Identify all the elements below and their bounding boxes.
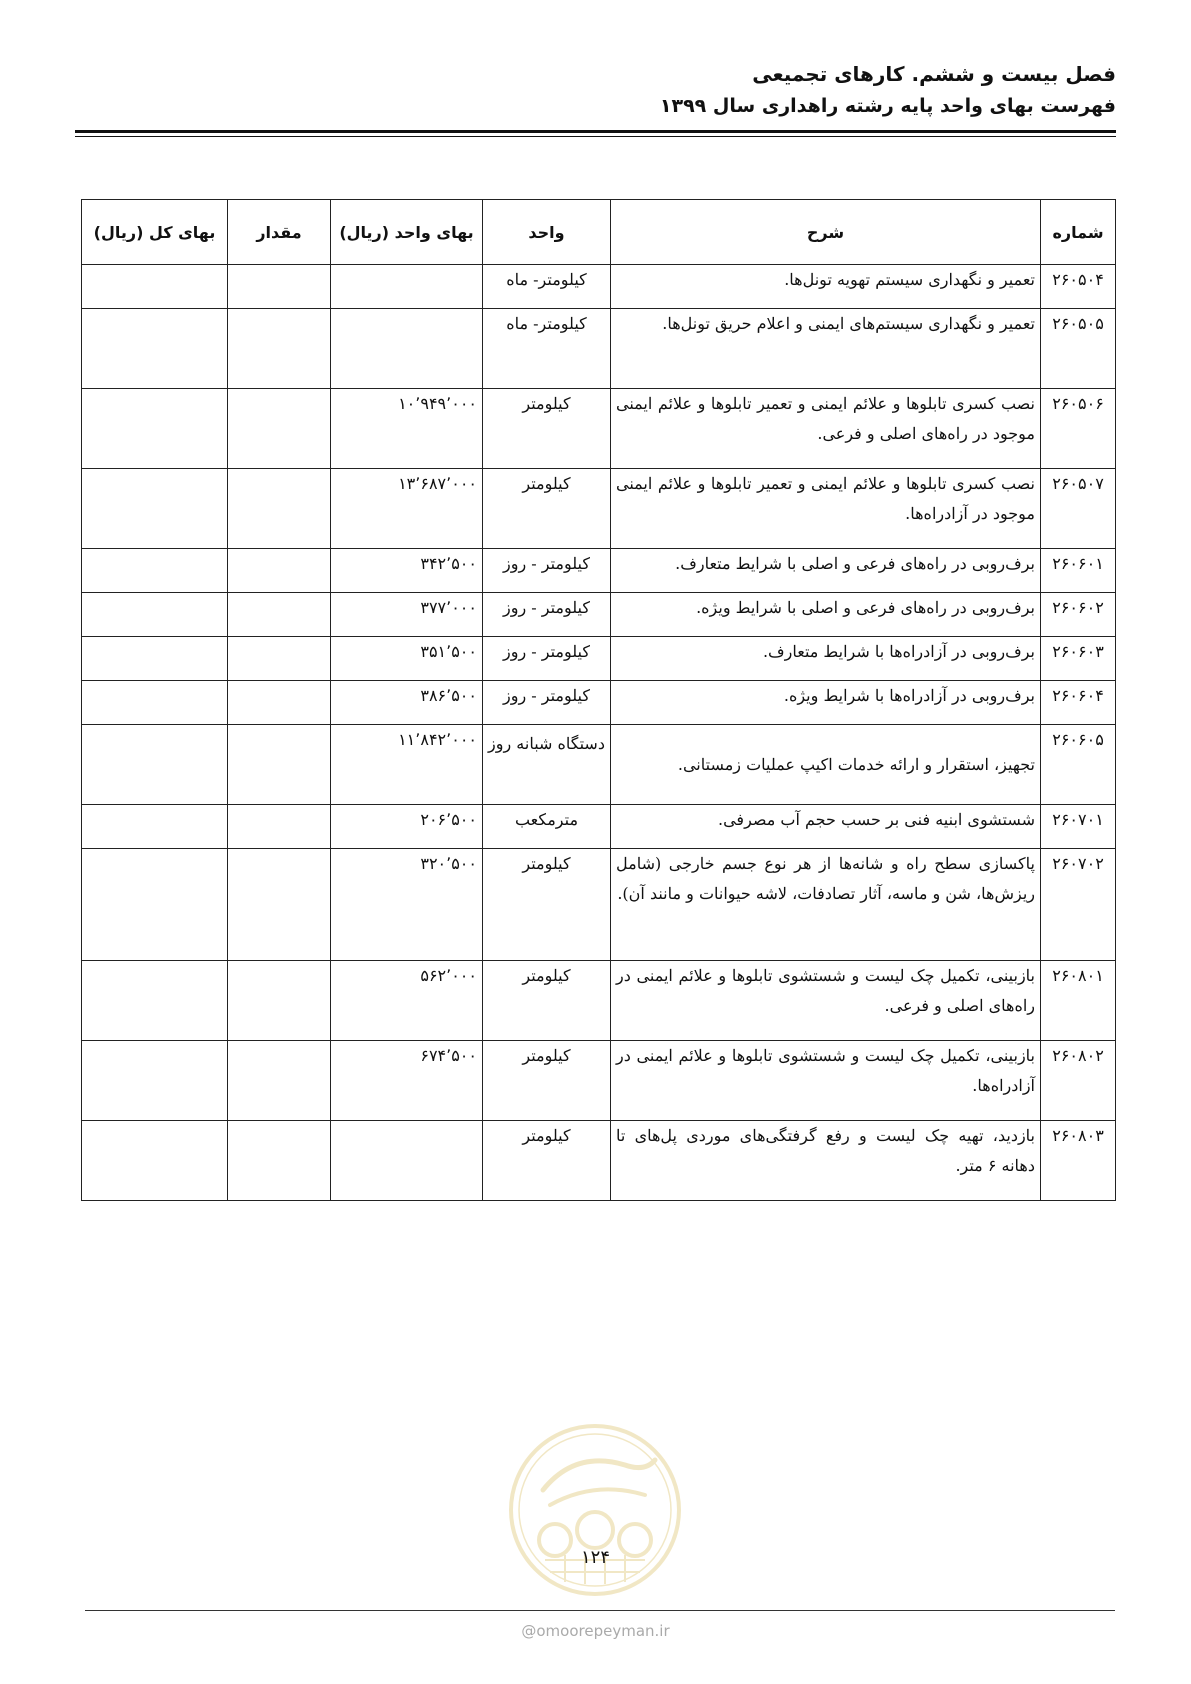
row-description: نصب کسری تابلوها و علائم ایمنی و تعمیر تابلوها و علائم ایمنی موجود در آزادراه‌ها. (611, 469, 1041, 549)
price-table (81, 199, 1116, 1201)
row-description: بازبینی، تکمیل چک لیست و شستشوی تابلوها و علائم ایمنی در راه‌های اصلی و فرعی. (611, 961, 1041, 1041)
row-unit-price: ۱۰٬۹۴۹٬۰۰۰ (331, 389, 483, 469)
row-unit: کیلومتر (483, 469, 611, 549)
row-quantity (228, 389, 331, 469)
table-row (82, 549, 1116, 593)
row-unit: کیلومتر (483, 961, 611, 1041)
row-unit-price: ۲۰۶٬۵۰۰ (331, 805, 483, 849)
row-description: برف‌روبی در راه‌های فرعی و اصلی با شرایط متعارف. (611, 549, 1041, 593)
row-unit: کیلومتر - روز (483, 593, 611, 637)
row-description: برف‌روبی در آزادراه‌ها با شرایط متعارف. (611, 637, 1041, 681)
row-unit: کیلومتر - روز (483, 549, 611, 593)
header-total-price: بهای کل (ریال) (82, 200, 228, 265)
row-quantity (228, 549, 331, 593)
row-quantity (228, 593, 331, 637)
row-description: بازدید، تهیه چک لیست و رفع گرفتگی‌های موردی پل‌های تا دهانه ۶ متر. (611, 1121, 1041, 1201)
row-unit-price: ۳۲۰٬۵۰۰ (331, 849, 483, 961)
row-number: ۲۶۰۵۰۶ (1041, 389, 1116, 469)
row-unit: دستگاه شبانه روز (483, 725, 611, 805)
row-unit-price: ۳۸۶٬۵۰۰ (331, 681, 483, 725)
page-header (76, 58, 1116, 122)
row-unit: کیلومتر- ماه (483, 309, 611, 389)
header-unit: واحد (483, 200, 611, 265)
footer-site: @omoorepeyman.ir (521, 1622, 670, 1640)
row-unit-price: ۱۱٬۸۴۲٬۰۰۰ (331, 725, 483, 805)
table-header-row (82, 200, 1116, 265)
header-number: شماره (1041, 200, 1116, 265)
row-description: تعمیر و نگهداری سیستم تهویه تونل‌ها. (611, 265, 1041, 309)
row-total-price (82, 637, 228, 681)
row-number: ۲۶۰۵۰۵ (1041, 309, 1116, 389)
row-total-price (82, 725, 228, 805)
row-unit-price (331, 265, 483, 309)
row-unit: کیلومتر - روز (483, 637, 611, 681)
row-quantity (228, 1121, 331, 1201)
row-quantity (228, 469, 331, 549)
row-total-price (82, 1121, 228, 1201)
row-number: ۲۶۰۶۰۳ (1041, 637, 1116, 681)
row-description: نصب کسری تابلوها و علائم ایمنی و تعمیر تابلوها و علائم ایمنی موجود در راه‌های اصلی و فرعی. (611, 389, 1041, 469)
header-rule-thin (75, 136, 1116, 137)
row-quantity (228, 309, 331, 389)
row-quantity (228, 725, 331, 805)
table-row (82, 725, 1116, 805)
row-description: شستشوی ابنیه فنی بر حسب حجم آب مصرفی. (611, 805, 1041, 849)
row-total-price (82, 389, 228, 469)
table-row (82, 469, 1116, 549)
row-unit-price: ۳۵۱٬۵۰۰ (331, 637, 483, 681)
table-row (82, 961, 1116, 1041)
row-number: ۲۶۰۶۰۴ (1041, 681, 1116, 725)
row-quantity (228, 805, 331, 849)
row-description: برف‌روبی در راه‌های فرعی و اصلی با شرایط ویژه. (611, 593, 1041, 637)
row-unit: کیلومتر- ماه (483, 265, 611, 309)
row-total-price (82, 681, 228, 725)
row-description: بازبینی، تکمیل چک لیست و شستشوی تابلوها و علائم ایمنی در آزادراه‌ها. (611, 1041, 1041, 1121)
table-row (82, 1041, 1116, 1121)
row-unit-price: ۶۷۴٬۵۰۰ (331, 1041, 483, 1121)
row-total-price (82, 805, 228, 849)
row-unit: کیلومتر (483, 849, 611, 961)
row-description: برف‌روبی در آزادراه‌ها با شرایط ویژه. (611, 681, 1041, 725)
row-unit: کیلومتر - روز (483, 681, 611, 725)
row-quantity (228, 1041, 331, 1121)
row-total-price (82, 593, 228, 637)
row-number: ۲۶۰۵۰۴ (1041, 265, 1116, 309)
row-unit-price: ۱۳٬۶۸۷٬۰۰۰ (331, 469, 483, 549)
table-row (82, 805, 1116, 849)
page-number: ۱۲۴ (580, 1547, 610, 1568)
row-description: تجهیز، استقرار و ارائه خدمات اکیپ عملیات زمستانی. (611, 725, 1041, 805)
row-number: ۲۶۰۶۰۲ (1041, 593, 1116, 637)
row-number: ۲۶۰۷۰۲ (1041, 849, 1116, 961)
row-unit-price (331, 309, 483, 389)
table-row (82, 681, 1116, 725)
row-number: ۲۶۰۷۰۱ (1041, 805, 1116, 849)
header-description: شرح (611, 200, 1041, 265)
row-number: ۲۶۰۶۰۱ (1041, 549, 1116, 593)
table-row (82, 637, 1116, 681)
footer-rule (85, 1610, 1115, 1611)
row-total-price (82, 849, 228, 961)
row-quantity (228, 961, 331, 1041)
row-number: ۲۶۰۸۰۲ (1041, 1041, 1116, 1121)
row-total-price (82, 549, 228, 593)
row-unit-price (331, 1121, 483, 1201)
row-description: تعمیر و نگهداری سیستم‌های ایمنی و اعلام حریق تونل‌ها. (611, 309, 1041, 389)
row-quantity (228, 681, 331, 725)
row-number: ۲۶۰۶۰۵ (1041, 725, 1116, 805)
table-row (82, 309, 1116, 389)
header-unit-price: بهای واحد (ریال) (331, 200, 483, 265)
header-rule-thick (75, 130, 1116, 133)
row-number: ۲۶۰۵۰۷ (1041, 469, 1116, 549)
row-quantity (228, 637, 331, 681)
row-total-price (82, 265, 228, 309)
row-unit-price: ۳۴۲٬۵۰۰ (331, 549, 483, 593)
row-number: ۲۶۰۸۰۱ (1041, 961, 1116, 1041)
row-unit: کیلومتر (483, 1041, 611, 1121)
table-row (82, 593, 1116, 637)
row-total-price (82, 961, 228, 1041)
row-unit: مترمکعب (483, 805, 611, 849)
row-unit: کیلومتر (483, 1121, 611, 1201)
row-quantity (228, 265, 331, 309)
table-row (82, 389, 1116, 469)
chapter-title: فصل بیست و ششم. کارهای تجمیعی (752, 62, 1116, 86)
row-total-price (82, 469, 228, 549)
row-description: پاکسازی سطح راه و شانه‌ها از هر نوع جسم خارجی (شامل ریزش‌ها، شن و ماسه، آثار تصادفات، لاشه حیوانات و مانند آن). (611, 849, 1041, 961)
header-quantity: مقدار (228, 200, 331, 265)
row-quantity (228, 849, 331, 961)
row-unit-price: ۳۷۷٬۰۰۰ (331, 593, 483, 637)
row-unit-price: ۵۶۲٬۰۰۰ (331, 961, 483, 1041)
table-row (82, 1121, 1116, 1201)
document-subtitle: فهرست بهای واحد پایه رشته راهداری سال ۱۳۹۹ (659, 95, 1116, 117)
row-number: ۲۶۰۸۰۳ (1041, 1121, 1116, 1201)
row-total-price (82, 1041, 228, 1121)
row-total-price (82, 309, 228, 389)
row-unit: کیلومتر (483, 389, 611, 469)
watermark-logo-icon (505, 1420, 685, 1600)
table-row (82, 265, 1116, 309)
table-row (82, 849, 1116, 961)
